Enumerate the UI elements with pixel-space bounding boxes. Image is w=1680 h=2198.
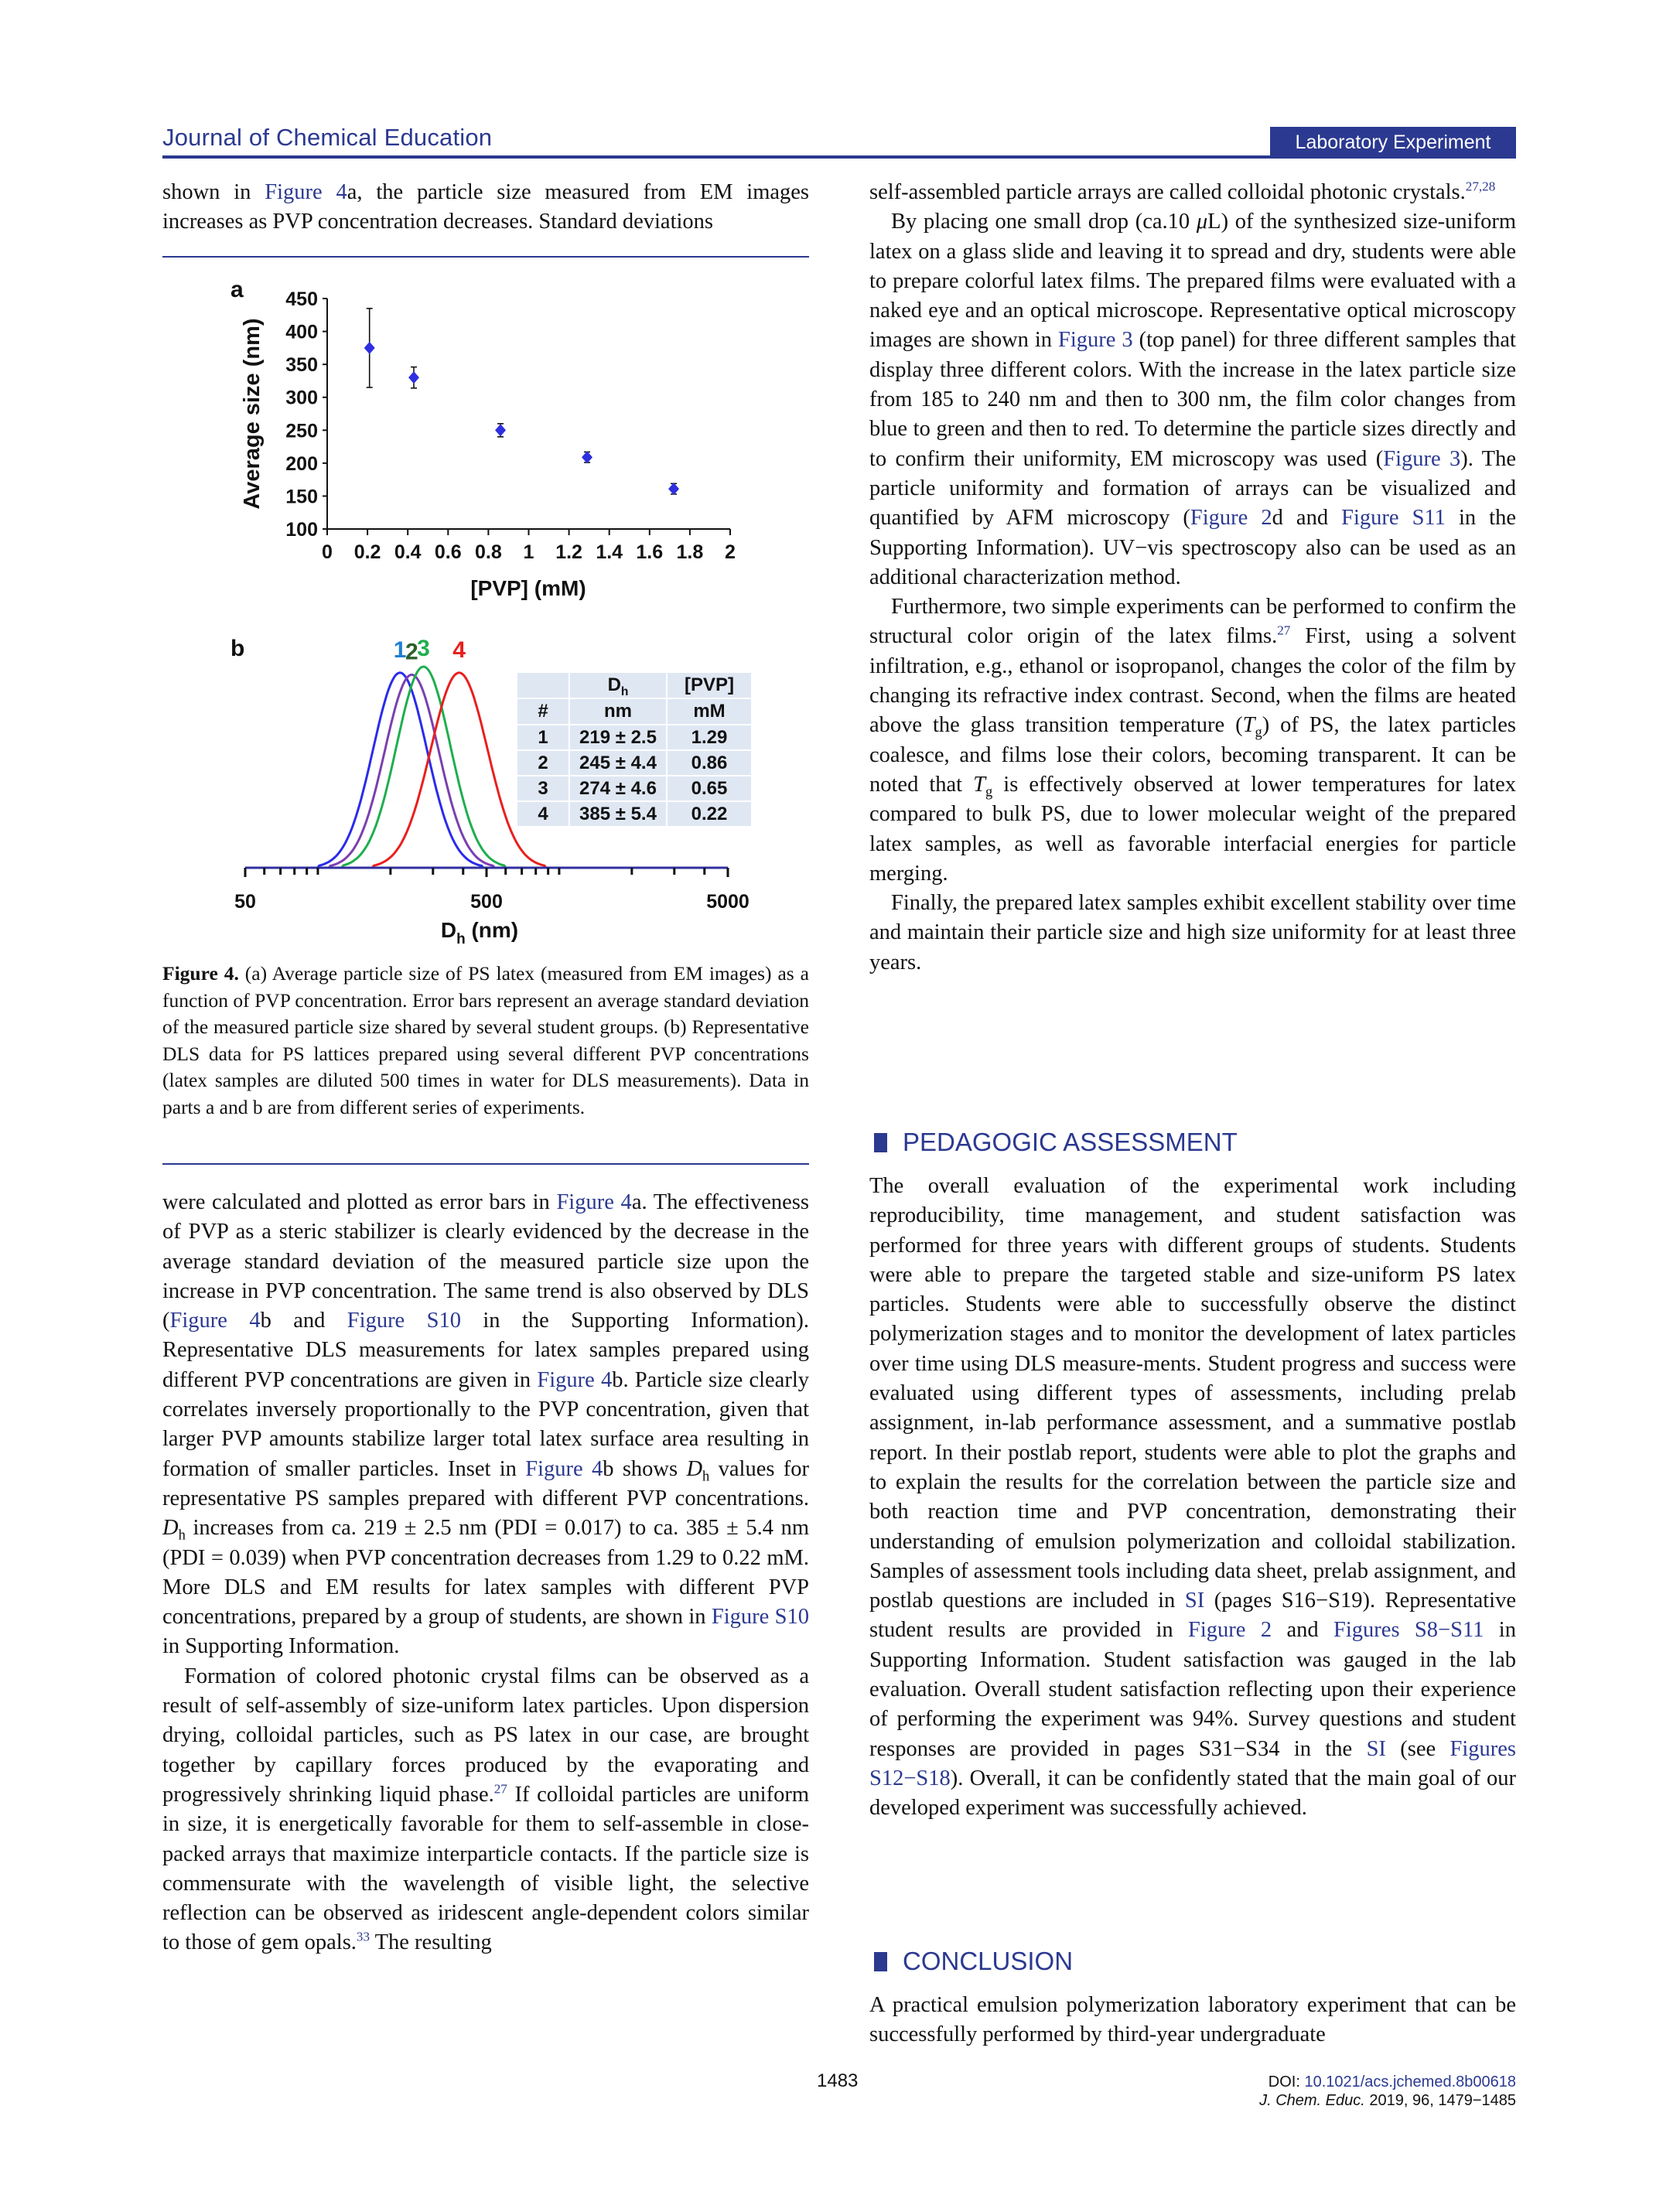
data-point xyxy=(495,424,506,436)
caption-text: (a) Average particle size of PS latex (measured from EM images) as a function of PVP concentration. Error bars represent an average standard deviation of the measured particle size shared by several student groups. (b) Representative DLS data for PS lattices prepared using several different PVP concentrations (latex samples are diluted 500 times in water for DLS measurements). Data in parts a and b are from different series of experiments. xyxy=(162,962,809,1118)
figure-4-link[interactable]: Figure 4 xyxy=(265,180,347,204)
inset-row: 3 274 ± 4.6 0.65 xyxy=(517,776,751,800)
citation-link[interactable]: 33 xyxy=(356,1929,370,1944)
x-tick-label: 1 xyxy=(523,541,534,563)
section-badge: Laboratory Experiment xyxy=(1270,127,1516,159)
figure-4a-chart xyxy=(224,271,781,611)
y-axis-label: Average size (nm) xyxy=(240,318,265,510)
figure-s10-link[interactable]: Figure S10 xyxy=(347,1309,461,1333)
footer-citation: DOI: 10.1021/acs.jchemed.8b00618 J. Chem. Educ. 2019, 96, 1479−1485 xyxy=(1259,2073,1516,2109)
si-link[interactable]: SI xyxy=(1184,1589,1205,1613)
inset-row: 1 219 ± 2.5 1.29 xyxy=(517,725,751,749)
curve-label-1: 1 xyxy=(393,637,407,663)
doi-link[interactable]: 10.1021/acs.jchemed.8b00618 xyxy=(1304,2073,1516,2090)
x-tick-label: 1.8 xyxy=(676,541,704,563)
curve-label-3: 3 xyxy=(417,636,430,661)
y-tick-label: 100 xyxy=(285,519,318,541)
x-tick-label: 5000 xyxy=(706,891,750,913)
figure-4-link[interactable]: Figure 4 xyxy=(169,1309,261,1333)
citation-link[interactable]: 27 xyxy=(493,1781,507,1797)
figure-top-rule xyxy=(162,256,809,258)
y-tick-label: 200 xyxy=(285,452,318,475)
paragraph: were calculated and plotted as error bars in Figure 4a. The effectiveness of PVP as a steric stabilizer is clearly evidenced by the decrease in the average standard deviation of the measured particle size upon the increase in PVP concentration. The same trend is also observed by DLS (Figure 4b and Figure S10 in the Supporting Information). Representative DLS measurements for latex samples prepared using different PVP concentrations are given in Figure 4b. Particle size clearly correlates inversely proportionally to the PVP concentration, given that larger PVP amounts stabilize larger total latex surface area resulting in formation of smaller particles. Inset in Figure 4b shows $D_h$ values for representative PS samples prepared with different PVP concentrations. $D_h$ increases from ca. 219 ± 2.5 nm (PDI = 0.017) to ca. 385 ± 5.4 nm (PDI = 0.039) when PVP concentration decreases from 1.29 to 0.22 mM. More DLS and EM results for latex samples with different PVP concentrations, prepared by a group of students, are shown in Figure S10 in Supporting Information. xyxy=(162,1190,810,1659)
figure-bottom-rule xyxy=(162,1163,809,1165)
figure-3-link[interactable]: Figure 3 xyxy=(1383,446,1461,471)
curve-label-2: 2 xyxy=(405,639,418,665)
right-body-assessment xyxy=(869,1172,1516,1824)
x-tick-label: 500 xyxy=(470,891,503,913)
inset-row: 4 385 ± 5.4 0.22 xyxy=(517,802,751,826)
x-axis-label: [PVP] (mM) xyxy=(470,576,586,600)
figures-s8-s11-link[interactable]: Figures S8−S11 xyxy=(1333,1618,1484,1643)
x-tick-label: 0.6 xyxy=(434,541,462,563)
right-body-top xyxy=(869,178,1516,978)
x-tick-label: 1.6 xyxy=(636,541,664,563)
data-point xyxy=(668,483,679,495)
figure-2-link[interactable]: Figure 2 xyxy=(1188,1618,1272,1643)
paragraph: A practical emulsion polymerization laboratory experiment that can be successfully performed by third-year undergraduate xyxy=(869,1993,1516,2047)
paragraph: self-assembled particle arrays are called colloidal photonic crystals.$^{27,28}$ xyxy=(869,179,1496,204)
figures-s12-s18-link[interactable]: Figures S12−S18 xyxy=(869,1736,1516,1790)
section-heading-pedagogic-assessment: PEDAGOGIC ASSESSMENT xyxy=(874,1128,1238,1157)
x-tick-label: 0.4 xyxy=(394,541,422,563)
curve-label-4: 4 xyxy=(452,637,466,663)
si-link[interactable]: SI xyxy=(1366,1736,1386,1761)
paragraph: Finally, the prepared latex samples exhibit excellent stability over time and maintain their particle size and high size uniformity for at least three years. xyxy=(869,891,1516,974)
x-tick-label: 2 xyxy=(725,541,736,563)
figure-s10-link[interactable]: Figure S10 xyxy=(711,1605,810,1630)
x-tick-label: 50 xyxy=(234,891,256,913)
figure-4-link[interactable]: Figure 4 xyxy=(556,1190,632,1214)
y-tick-label: 450 xyxy=(285,288,318,310)
y-tick-label: 300 xyxy=(285,387,318,409)
panel-label-a: a xyxy=(230,277,244,302)
left-body xyxy=(162,1188,809,1958)
inset-row: 2 245 ± 4.4 0.86 xyxy=(517,751,751,775)
figure-3-link[interactable]: Figure 3 xyxy=(1058,328,1133,353)
inset-header-row: $D_h$ [PVP] xyxy=(517,673,751,698)
y-tick-label: 350 xyxy=(285,354,318,377)
figure-4-link[interactable]: Figure 4 xyxy=(525,1456,603,1481)
x-tick-label: 0 xyxy=(322,541,333,563)
caption-label: Figure 4. xyxy=(162,962,239,985)
figure-4-link[interactable]: Figure 4 xyxy=(537,1367,613,1392)
y-tick-label: 400 xyxy=(285,321,318,343)
citation-link[interactable]: 27 xyxy=(1277,623,1291,638)
journal-title: Journal of Chemical Education xyxy=(162,124,493,151)
inset-table xyxy=(516,671,753,828)
panel-label-b: b xyxy=(230,636,245,661)
x-axis-label: $D_h$ (nm) xyxy=(440,918,519,947)
x-tick-label: 1.4 xyxy=(596,541,623,563)
figure-caption xyxy=(162,961,809,1121)
data-point xyxy=(582,451,592,463)
paragraph: Formation of colored photonic crystal films can be observed as a result of self-assembly of size-uniform latex particles. Upon dispersion drying, colloidal particles, such as PS latex in our case, are brought together by capillary forces produced by the evaporating and progressively shrinking liquid phase.$^{27}$ If colloidal particles are uniform in size, it is energetically favorable for them to self-assemble in close-packed arrays that maximize interparticle contacts. If the particle size is commensurate with the wavelength of visible light, the selective reflection can be observed as iridescent angle-dependent colors similar to those of gem opals.$^{33}$ The resulting xyxy=(162,1664,809,1955)
page-number: 1483 xyxy=(817,2070,859,2091)
figure-2-link[interactable]: Figure 2 xyxy=(1190,506,1272,531)
inset-header-row: # nm mM xyxy=(517,699,751,724)
paragraph: By placing one small drop (ca.10 μL) of the synthesized size-uniform latex on a glass slide and leaving it to spread and dry, students were able to prepare colorful latex films. The prepared films were evaluated with a naked eye and an optical microscope. Representative optical microscopy images are shown in Figure 3 (top panel) for three different samples that display three different colors. With the increase in the latex particle size from 185 to 240 nm and then to 300 nm, the film color changes from blue to green and then to red. To determine the particle sizes directly and to confirm their uniformity, EM microscopy was used (Figure 3). The particle uniformity and formation of arrays can be visualized and quantified by AFM microscopy (Figure 2d and Figure S11 in the Supporting Information). UV−vis spectroscopy also can be used as an additional characterization method. xyxy=(869,210,1516,589)
right-body-conclusion xyxy=(869,1991,1516,2050)
data-point xyxy=(408,371,419,384)
citation-link[interactable]: 27,28 xyxy=(1465,179,1496,194)
x-tick-label: 0.2 xyxy=(353,541,381,563)
section-square-icon xyxy=(874,1133,887,1152)
figure-s11-link[interactable]: Figure S11 xyxy=(1341,506,1446,531)
header-rule xyxy=(162,155,1276,159)
y-tick-label: 150 xyxy=(285,486,318,508)
data-point xyxy=(364,342,375,354)
x-tick-label: 1.2 xyxy=(555,541,582,563)
section-heading-conclusion: CONCLUSION xyxy=(874,1947,1073,1976)
left-top-text: shown in Figure 4a, the particle size measured from EM images increases as PVP concentration decreases. Standard deviations xyxy=(162,180,810,234)
y-tick-label: 250 xyxy=(285,420,318,442)
paragraph: The overall evaluation of the experimental work including reproducibility, time management, and student satisfaction was performed for three years with different groups of students. Students were able to prepare the targeted stable and size-uniform PS latex particles. Students were able to successfully observe the distinct polymerization stages and to monitor the development of latex particles over time using DLS measure-ments. Student progress and success were evaluated using different types of assessments, including prelab assignment, in-lab performance assessment, and a summative postlab report. In their postlab report, students were able to plot the graphs and to explain the results for the correlation between the particle size and both reaction time and PVP concentration, demonstrating their understanding of emulsion polymerization and colloidal stabilization. Samples of assessment tools including data sheet, prelab assignment, and postlab questions are included in SI (pages S16−S19). Representative student results are provided in Figure 2 and Figures S8−S11 in Supporting Information. Student satisfaction was gauged in the lab evaluation. Overall student satisfaction reflecting upon their experience of performing the experiment was 94%. Survey questions and student responses are provided in pages S31−S34 in the SI (see Figures S12−S18). Overall, it can be confidently stated that the main goal of our developed experiment was successfully achieved. xyxy=(869,1174,1516,1821)
paragraph: Furthermore, two simple experiments can be performed to confirm the structural color origin of the latex films.$^{27}$ First, using a solvent infiltration, e.g., ethanol or isopropanol, changes the color of the film by changing its refractive index contrast. Second, when the films are heated above the glass transition temperature $(T_g)$ of PS, the latex particles coalesce, and films lose their colors, becoming transparent. It can be noted that $T_g$ is effectively observed at lower temperatures for latex compared to bulk PS, due to lower molecular weight of the prepared latex samples, as well as favorable interfacial energies for particle merging. xyxy=(869,595,1516,886)
section-square-icon xyxy=(874,1952,887,1971)
x-tick-label: 0.8 xyxy=(475,541,502,563)
